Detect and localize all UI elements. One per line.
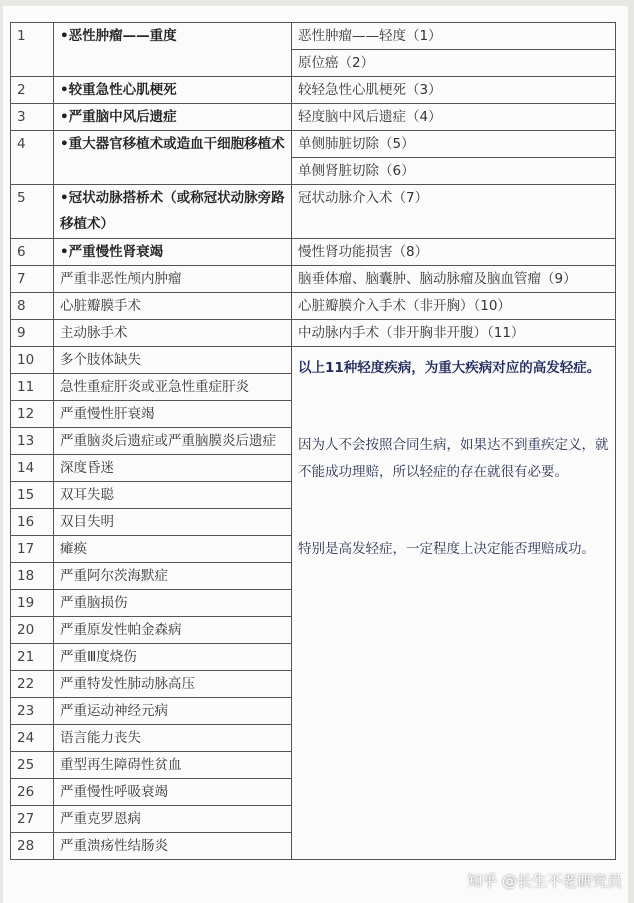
- major-illness: 严重脑损伤: [54, 590, 292, 617]
- row-number: 12: [11, 401, 54, 428]
- minor-illness: 冠状动脉介入术（7）: [292, 185, 616, 239]
- row-number: 16: [11, 509, 54, 536]
- note-paragraph: 因为人不会按照合同生病，如果达不到重疾定义，就不能成功理赔，所以轻症的存在就很有必要。: [298, 437, 609, 480]
- table-row: [11, 266, 616, 293]
- minor-illness: 原位癌（2）: [292, 50, 616, 77]
- row-number: 10: [11, 347, 54, 374]
- major-illness: 严重溃疡性结肠炎: [54, 833, 292, 860]
- major-illness: •冠状动脉搭桥术（或称冠状动脉旁路移植术）: [54, 185, 292, 239]
- major-illness: 瘫痪: [54, 536, 292, 563]
- note-paragraph: 特别是高发轻症，一定程度上决定能否理赔成功。: [298, 541, 595, 557]
- row-number: 6: [11, 239, 54, 266]
- major-illness: 严重慢性肝衰竭: [54, 401, 292, 428]
- major-illness: 严重阿尔茨海默症: [54, 563, 292, 590]
- major-illness: 严重慢性呼吸衰竭: [54, 779, 292, 806]
- major-illness: 双目失明: [54, 509, 292, 536]
- major-illness: •重大器官移植术或造血干细胞移植术: [54, 131, 292, 185]
- row-number: 3: [11, 104, 54, 131]
- row-number: 1: [11, 23, 54, 77]
- major-illness: 多个肢体缺失: [54, 347, 292, 374]
- row-number: 19: [11, 590, 54, 617]
- row-number: 15: [11, 482, 54, 509]
- major-illness: •严重慢性肾衰竭: [54, 239, 292, 266]
- table-row: [11, 293, 616, 320]
- minor-illness: 心脏瓣膜介入手术（非开胸）（10）: [292, 293, 616, 320]
- row-number: 25: [11, 752, 54, 779]
- row-number: 2: [11, 77, 54, 104]
- row-number: 27: [11, 806, 54, 833]
- major-illness: 重型再生障碍性贫血: [54, 752, 292, 779]
- note-highlight: 以上11种轻度疾病，为重大疾病对应的高发轻症。: [298, 360, 601, 376]
- row-number: 9: [11, 320, 54, 347]
- table-row: [11, 320, 616, 347]
- row-number: 8: [11, 293, 54, 320]
- major-illness: 严重Ⅲ度烧伤: [54, 644, 292, 671]
- major-illness: 严重特发性肺动脉高压: [54, 671, 292, 698]
- minor-illness: 中动脉内手术（非开胸非开腹）（11）: [292, 320, 616, 347]
- table-row: [11, 131, 616, 158]
- minor-illness: 较轻急性心肌梗死（3）: [292, 77, 616, 104]
- minor-illness: 单侧肺脏切除（5）: [292, 131, 616, 158]
- watermark: 知乎 @长生不老研究员: [467, 872, 622, 890]
- major-illness: 心脏瓣膜手术: [54, 293, 292, 320]
- row-number: 21: [11, 644, 54, 671]
- major-illness: 严重脑炎后遗症或严重脑膜炎后遗症: [54, 428, 292, 455]
- table-row: [11, 185, 616, 239]
- table-row: [11, 347, 616, 374]
- table-row: [11, 239, 616, 266]
- minor-illness: 单侧肾脏切除（6）: [292, 158, 616, 185]
- row-number: 20: [11, 617, 54, 644]
- major-illness: 急性重症肝炎或亚急性重症肝炎: [54, 374, 292, 401]
- row-number: 26: [11, 779, 54, 806]
- explanation-note: [292, 347, 616, 860]
- table-row: [11, 104, 616, 131]
- minor-illness: 慢性肾功能损害（8）: [292, 239, 616, 266]
- row-number: 24: [11, 725, 54, 752]
- major-illness: 主动脉手术: [54, 320, 292, 347]
- major-illness: 严重原发性帕金森病: [54, 617, 292, 644]
- major-illness: •严重脑中风后遗症: [54, 104, 292, 131]
- row-number: 7: [11, 266, 54, 293]
- major-illness: 严重运动神经元病: [54, 698, 292, 725]
- row-number: 23: [11, 698, 54, 725]
- minor-illness: 脑垂体瘤、脑囊肿、脑动脉瘤及脑血管瘤（9）: [292, 266, 616, 293]
- major-illness: •较重急性心肌梗死: [54, 77, 292, 104]
- row-number: 5: [11, 185, 54, 239]
- critical-illness-table: [10, 22, 616, 860]
- major-illness: 严重非恶性颅内肿瘤: [54, 266, 292, 293]
- minor-illness: 恶性肿瘤——轻度（1）: [292, 23, 616, 50]
- minor-illness: 轻度脑中风后遗症（4）: [292, 104, 616, 131]
- major-illness: 深度昏迷: [54, 455, 292, 482]
- table-row: [11, 23, 616, 50]
- row-number: 28: [11, 833, 54, 860]
- row-number: 4: [11, 131, 54, 185]
- row-number: 11: [11, 374, 54, 401]
- row-number: 13: [11, 428, 54, 455]
- table-row: [11, 77, 616, 104]
- major-illness: 双耳失聪: [54, 482, 292, 509]
- row-number: 14: [11, 455, 54, 482]
- row-number: 18: [11, 563, 54, 590]
- row-number: 22: [11, 671, 54, 698]
- major-illness: 语言能力丧失: [54, 725, 292, 752]
- major-illness: 严重克罗恩病: [54, 806, 292, 833]
- row-number: 17: [11, 536, 54, 563]
- major-illness: •恶性肿瘤——重度: [54, 23, 292, 77]
